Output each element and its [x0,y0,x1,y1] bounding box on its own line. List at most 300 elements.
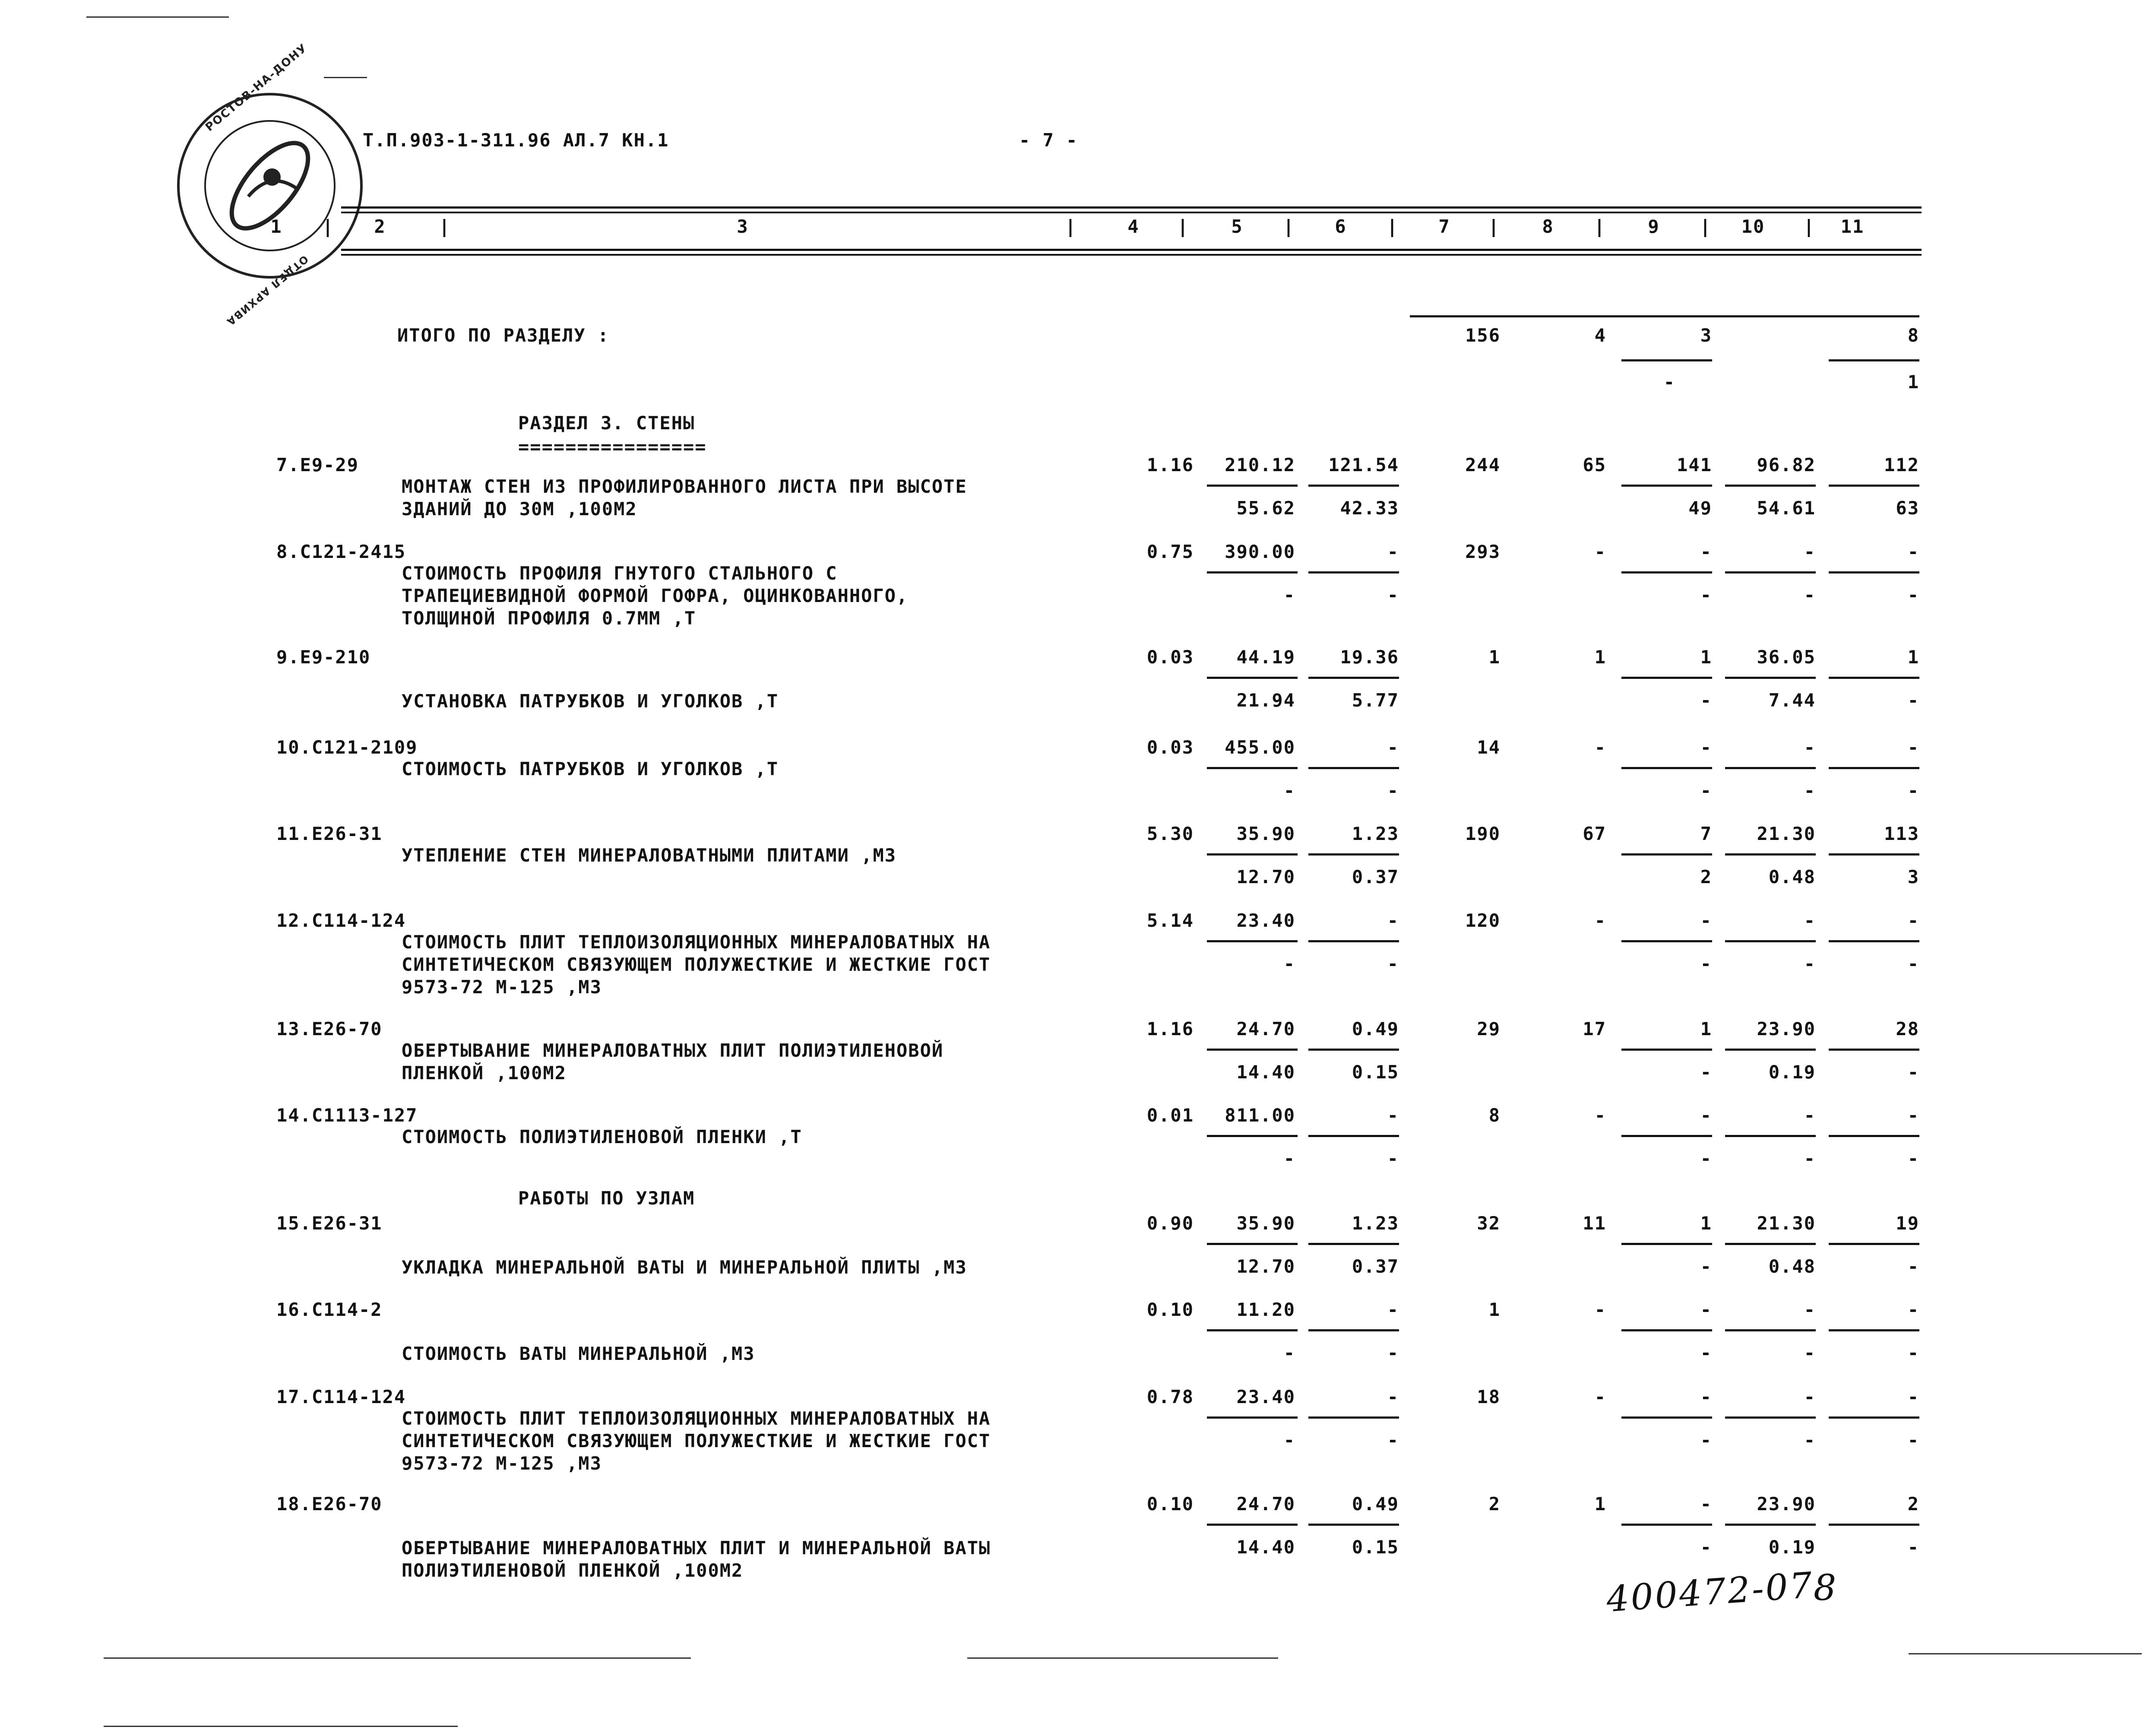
row-code: 14.С1113-127 [276,1105,418,1126]
fraction-bar [1308,853,1399,855]
row-description-line: СТОИМОСТЬ ПЛИТ ТЕПЛОИЗОЛЯЦИОННЫХ МИНЕРАЛОВАТНЫХ НА [402,932,991,953]
fraction-bar [1829,1135,1919,1137]
cell-c7: 32 [1477,1213,1501,1234]
row-description-line: УТЕПЛЕНИЕ СТЕН МИНЕРАЛОВАТНЫМИ ПЛИТАМИ ,М3 [402,845,897,866]
cell-c10b: 0.19 [1768,1061,1816,1083]
cell-c7: 14 [1477,737,1501,758]
column-separator: | [1177,216,1189,237]
fraction-bar [1207,1524,1298,1526]
scan-artifact-line [104,1726,458,1727]
cell-c6: 1.23 [1352,823,1399,844]
fraction-bar [1621,1524,1712,1526]
cell-c10b: - [1804,1148,1816,1169]
cell-c9: 1 [1700,646,1712,668]
cell-c5b: - [1283,953,1295,974]
cell-c6b: 0.15 [1352,1061,1399,1083]
fraction-bar [1725,571,1816,573]
column-header-6: 6 [1335,216,1347,237]
fraction-bar [1621,1329,1712,1331]
cell-c5b: 21.94 [1236,690,1295,711]
totals-col8: 4 [1594,325,1606,346]
cell-c5: 455.00 [1225,737,1295,758]
cell-c9: 7 [1700,823,1712,844]
document-code: Т.П.903-1-311.96 АЛ.7 КН.1 [363,130,669,151]
cell-c6: 1.23 [1352,1213,1399,1234]
header-rule-top-2 [341,212,1922,213]
cell-c11: 112 [1884,454,1919,475]
cell-c5: 23.40 [1236,1386,1295,1407]
fraction-bar [1725,485,1816,487]
cell-c6: - [1387,910,1399,931]
cell-c4: 5.14 [1146,910,1194,931]
cell-c6b: 5.77 [1352,690,1399,711]
cell-c5b: - [1283,780,1295,801]
cell-c10b: - [1804,780,1816,801]
cell-c11b: - [1907,1148,1919,1169]
cell-c5: 35.90 [1236,1213,1295,1234]
fraction-bar [1308,1049,1399,1051]
fraction-bar [1829,767,1919,769]
cell-c6: - [1387,1105,1399,1126]
column-separator: | [1065,216,1077,237]
column-header-4: 4 [1127,216,1140,237]
cell-c8: - [1594,1386,1606,1407]
cell-c8: - [1594,737,1606,758]
row-description-line: СТОИМОСТЬ ПОЛИЭТИЛЕНОВОЙ ПЛЕНКИ ,Т [402,1126,802,1147]
cell-c10: 36.05 [1757,646,1816,668]
row-description-line: ПЛЕНКОЙ ,100М2 [402,1062,567,1084]
cell-c5b: - [1283,1342,1295,1363]
cell-c9: - [1700,1386,1712,1407]
handwritten-sheet-number: 8 [1814,1568,1838,1609]
fraction-bar [1829,1524,1919,1526]
totals-rule [1410,315,1919,317]
cell-c8: 1 [1594,1493,1606,1515]
cell-c9b: - [1700,1537,1712,1558]
cell-c4: 1.16 [1146,1018,1194,1039]
cell-c11b: - [1907,584,1919,605]
cell-c4: 0.01 [1146,1105,1194,1126]
cell-c10: - [1804,1105,1816,1126]
fraction-bar [1207,485,1298,487]
cell-c11b: - [1907,1537,1919,1558]
column-separator: | [1594,216,1606,237]
cell-c11: 28 [1896,1018,1919,1039]
fraction-bar [1207,767,1298,769]
cell-c5b: 14.40 [1236,1061,1295,1083]
cell-c9b: - [1700,1148,1712,1169]
row-code: 9.Е9-210 [276,646,371,668]
cell-c11: - [1907,1105,1919,1126]
cell-c5: 210.12 [1225,454,1295,475]
cell-c5b: 12.70 [1236,866,1295,887]
fraction-bar [1308,485,1399,487]
cell-c11b: 3 [1907,866,1919,887]
row-description-line: ЗДАНИЙ ДО 30М ,100М2 [402,498,637,520]
cell-c7: 190 [1465,823,1501,844]
row-description-line: ОБЕРТЫВАНИЕ МИНЕРАЛОВАТНЫХ ПЛИТ ПОЛИЭТИЛЕНОВОЙ [402,1040,944,1061]
cell-c9: - [1700,1493,1712,1515]
row-code: 13.Е26-70 [276,1018,383,1039]
cell-c6b: 42.33 [1340,497,1399,519]
fraction-bar [1621,1243,1712,1245]
cell-c8: 11 [1583,1213,1606,1234]
fraction-bar [1207,1135,1298,1137]
svg-text:РОСТОВ-НА-ДОНУ: РОСТОВ-НА-ДОНУ [203,41,310,134]
cell-c11: - [1907,910,1919,931]
row-description-line: ОБЕРТЫВАНИЕ МИНЕРАЛОВАТНЫХ ПЛИТ И МИНЕРАЛЬНОЙ ВАТЫ [402,1537,991,1559]
row-code: 17.С114-124 [276,1386,406,1407]
cell-c10: - [1804,737,1816,758]
cell-c6: 19.36 [1340,646,1399,668]
column-separator: | [1283,216,1295,237]
fraction-bar [1829,853,1919,855]
row-code: 18.Е26-70 [276,1493,383,1515]
cell-c10: - [1804,910,1816,931]
handwritten-doc-number: 400472-07 [1605,1565,1815,1620]
row-description-line: УСТАНОВКА ПАТРУБКОВ И УГОЛКОВ ,Т [402,691,779,712]
cell-c11: - [1907,541,1919,562]
cell-c10b: - [1804,953,1816,974]
cell-c9: - [1700,910,1712,931]
cell-c6b: 0.37 [1352,866,1399,887]
cell-c8: - [1594,1105,1606,1126]
cell-c9b: - [1700,1342,1712,1363]
fraction-bar [1829,1049,1919,1051]
cell-c4: 1.16 [1146,454,1194,475]
cell-c10b: 7.44 [1768,690,1816,711]
totals-col11-lower: 1 [1907,371,1919,393]
cell-c9b: - [1700,1256,1712,1277]
cell-c6b: 0.15 [1352,1537,1399,1558]
totals-col9: 3 [1700,325,1712,346]
scan-artifact-line [324,77,367,78]
scan-artifact-line [86,16,229,18]
column-header-1: 1 [270,216,282,237]
section-title-underline: ================ [518,436,707,457]
fraction-bar [1621,940,1712,942]
fraction-bar [1308,1329,1399,1331]
cell-c5: 35.90 [1236,823,1295,844]
cell-c7: 29 [1477,1018,1501,1039]
fraction-bar [1621,359,1712,361]
cell-c11b: - [1907,1061,1919,1083]
fraction-bar [1308,767,1399,769]
cell-c9b: 2 [1700,866,1712,887]
cell-c10: - [1804,1299,1816,1320]
cell-c9b: - [1700,1429,1712,1451]
fraction-bar [1829,1243,1919,1245]
row-description-line: ТОЛЩИНОЙ ПРОФИЛЯ 0.7ММ ,Т [402,608,697,629]
cell-c7: 1 [1488,646,1501,668]
cell-c4: 0.90 [1146,1213,1194,1234]
cell-c4: 0.75 [1146,541,1194,562]
column-header-9: 9 [1648,216,1660,237]
row-code: 7.Е9-29 [276,454,359,475]
cell-c11: 2 [1907,1493,1919,1515]
fraction-bar [1829,677,1919,679]
column-separator: | [1700,216,1712,237]
fraction-bar [1621,677,1712,679]
row-code: 10.С121-2109 [276,737,418,758]
row-description-line: СТОИМОСТЬ ПАТРУБКОВ И УГОЛКОВ ,Т [402,758,779,779]
column-separator: | [439,216,451,237]
cell-c6b: - [1387,953,1399,974]
cell-c4: 5.30 [1146,823,1194,844]
fraction-bar [1829,1329,1919,1331]
cell-c5b: 55.62 [1236,497,1295,519]
fraction-bar [1308,1243,1399,1245]
subsection-title: РАБОТЫ ПО УЗЛАМ [518,1188,695,1209]
section-title: РАЗДЕЛ 3. СТЕНЫ [518,412,695,434]
cell-c8: 17 [1583,1018,1606,1039]
fraction-bar [1308,571,1399,573]
fraction-bar [1207,853,1298,855]
totals-col9-lower: - [1663,371,1675,393]
row-description-line: 9573-72 М-125 ,М3 [402,976,602,998]
fraction-bar [1829,359,1919,361]
cell-c11: 19 [1896,1213,1919,1234]
cell-c4: 0.78 [1146,1386,1194,1407]
fraction-bar [1621,767,1712,769]
cell-c6: - [1387,737,1399,758]
cell-c11: 113 [1884,823,1919,844]
cell-c6: 121.54 [1328,454,1399,475]
cell-c9: 1 [1700,1213,1712,1234]
cell-c10: 23.90 [1757,1018,1816,1039]
cell-c7: 120 [1465,910,1501,931]
cell-c6: 0.49 [1352,1018,1399,1039]
cell-c8: 65 [1583,454,1606,475]
fraction-bar [1725,940,1816,942]
cell-c6: 0.49 [1352,1493,1399,1515]
cell-c7: 244 [1465,454,1501,475]
header-rule-top [341,206,1922,209]
fraction-bar [1725,1243,1816,1245]
cell-c6: - [1387,1299,1399,1320]
scan-artifact-line [104,1657,691,1659]
row-description-line: ТРАПЕЦИЕВИДНОЙ ФОРМОЙ ГОФРА, ОЦИНКОВАННОГО, [402,585,909,606]
cell-c6b: - [1387,1429,1399,1451]
cell-c7: 8 [1488,1105,1501,1126]
cell-c11b: - [1907,1342,1919,1363]
cell-c10: 21.30 [1757,1213,1816,1234]
fraction-bar [1308,677,1399,679]
row-description-line: ПОЛИЭТИЛЕНОВОЙ ПЛЕНКОЙ ,100М2 [402,1560,744,1581]
cell-c6: - [1387,541,1399,562]
cell-c9b: - [1700,953,1712,974]
fraction-bar [1621,485,1712,487]
cell-c5: 44.19 [1236,646,1295,668]
cell-c4: 0.10 [1146,1299,1194,1320]
cell-c5b: 14.40 [1236,1537,1295,1558]
row-description-line: 9573-72 М-125 ,М3 [402,1453,602,1474]
cell-c11b: - [1907,1256,1919,1277]
fraction-bar [1207,940,1298,942]
fraction-bar [1207,571,1298,573]
cell-c8: 67 [1583,823,1606,844]
cell-c9: - [1700,1299,1712,1320]
cell-c5b: - [1283,1429,1295,1451]
fraction-bar [1207,1416,1298,1419]
fraction-bar [1308,940,1399,942]
column-header-7: 7 [1438,216,1450,237]
row-description-line: СИНТЕТИЧЕСКОМ СВЯЗУЮЩЕМ ПОЛУЖЕСТКИЕ И ЖЕСТКИЕ ГОСТ [402,954,991,975]
cell-c4: 0.10 [1146,1493,1194,1515]
cell-c9: 141 [1677,454,1712,475]
fraction-bar [1207,1329,1298,1331]
cell-c11: - [1907,1386,1919,1407]
cell-c4: 0.03 [1146,646,1194,668]
cell-c8: - [1594,541,1606,562]
column-header-3: 3 [737,216,749,237]
cell-c11b: - [1907,953,1919,974]
scan-artifact-line [967,1657,1278,1659]
column-header-5: 5 [1231,216,1243,237]
cell-c9b: - [1700,584,1712,605]
fraction-bar [1621,571,1712,573]
cell-c9b: - [1700,780,1712,801]
row-description-line: СТОИМОСТЬ ВАТЫ МИНЕРАЛЬНОЙ ,М3 [402,1343,755,1364]
cell-c9: - [1700,541,1712,562]
fraction-bar [1621,1049,1712,1051]
fraction-bar [1829,485,1919,487]
row-code: 16.С114-2 [276,1299,383,1320]
cell-c10b: - [1804,1342,1816,1363]
fraction-bar [1621,1135,1712,1137]
cell-c7: 1 [1488,1299,1501,1320]
row-description-line: МОНТАЖ СТЕН ИЗ ПРОФИЛИРОВАННОГО ЛИСТА ПРИ ВЫСОТЕ [402,476,967,497]
cell-c9b: - [1700,690,1712,711]
cell-c11: - [1907,1299,1919,1320]
cell-c6b: - [1387,1148,1399,1169]
cell-c10b: - [1804,584,1816,605]
fraction-bar [1725,1524,1816,1526]
cell-c10b: 54.61 [1757,497,1816,519]
cell-c9b: - [1700,1061,1712,1083]
cell-c11b: - [1907,690,1919,711]
cell-c11: 1 [1907,646,1919,668]
cell-c4: 0.03 [1146,737,1194,758]
cell-c8: - [1594,1299,1606,1320]
row-description-line: СИНТЕТИЧЕСКОМ СВЯЗУЮЩЕМ ПОЛУЖЕСТКИЕ И ЖЕСТКИЕ ГОСТ [402,1430,991,1451]
fraction-bar [1725,677,1816,679]
totals-col11: 8 [1907,325,1919,346]
cell-c10b: 0.48 [1768,866,1816,887]
cell-c6b: 0.37 [1352,1256,1399,1277]
cell-c5b: - [1283,584,1295,605]
column-header-2: 2 [374,216,386,237]
cell-c7: 2 [1488,1493,1501,1515]
cell-c11b: - [1907,1429,1919,1451]
header-rule-bottom [341,249,1922,251]
row-code: 11.Е26-31 [276,823,383,844]
fraction-bar [1308,1416,1399,1419]
totals-label: ИТОГО ПО РАЗДЕЛУ : [397,325,610,346]
fraction-bar [1308,1524,1399,1526]
fraction-bar [1725,1135,1816,1137]
fraction-bar [1308,1135,1399,1137]
cell-c5: 390.00 [1225,541,1295,562]
fraction-bar [1621,1416,1712,1419]
cell-c6: - [1387,1386,1399,1407]
cell-c6b: - [1387,584,1399,605]
fraction-bar [1829,571,1919,573]
page-number: - 7 - [1019,130,1078,151]
archive-stamp [175,41,365,329]
cell-c10: 21.30 [1757,823,1816,844]
row-code: 15.Е26-31 [276,1213,383,1234]
cell-c8: 1 [1594,646,1606,668]
cell-c11: - [1907,737,1919,758]
cell-c5: 24.70 [1236,1493,1295,1515]
column-header-11: 11 [1840,216,1865,237]
column-separator: | [1488,216,1500,237]
cell-c5: 11.20 [1236,1299,1295,1320]
cell-c6b: - [1387,780,1399,801]
column-separator: | [1803,216,1815,237]
cell-c5b: - [1283,1148,1295,1169]
cell-c9: - [1700,1105,1712,1126]
column-header-8: 8 [1542,216,1554,237]
column-header-10: 10 [1741,216,1765,237]
cell-c5: 24.70 [1236,1018,1295,1039]
cell-c10: - [1804,541,1816,562]
cell-c7: 293 [1465,541,1501,562]
column-separator: | [1387,216,1399,237]
fraction-bar [1725,853,1816,855]
fraction-bar [1621,853,1712,855]
row-description-line: СТОИМОСТЬ ПРОФИЛЯ ГНУТОГО СТАЛЬНОГО С [402,563,838,584]
svg-text:ОТДЕЛ АРХИВА: ОТДЕЛ АРХИВА [224,253,311,329]
fraction-bar [1829,940,1919,942]
cell-c6b: - [1387,1342,1399,1363]
cell-c9: 1 [1700,1018,1712,1039]
fraction-bar [1725,767,1816,769]
cell-c7: 18 [1477,1386,1501,1407]
fraction-bar [1725,1329,1816,1331]
cell-c10b: - [1804,1429,1816,1451]
cell-c8: - [1594,910,1606,931]
fraction-bar [1207,1049,1298,1051]
cell-c10b: 0.48 [1768,1256,1816,1277]
totals-col7: 156 [1465,325,1501,346]
fraction-bar [1207,1243,1298,1245]
cell-c5: 811.00 [1225,1105,1295,1126]
row-code: 8.С121-2415 [276,541,406,562]
fraction-bar [1829,1416,1919,1419]
column-separator: | [322,216,334,237]
cell-c10b: 0.19 [1768,1537,1816,1558]
cell-c9b: 49 [1688,497,1712,519]
cell-c5: 23.40 [1236,910,1295,931]
fraction-bar [1725,1049,1816,1051]
cell-c9: - [1700,737,1712,758]
fraction-bar [1207,677,1298,679]
row-description-line: УКЛАДКА МИНЕРАЛЬНОЙ ВАТЫ И МИНЕРАЛЬНОЙ ПЛИТЫ ,М3 [402,1257,967,1278]
cell-c11b: - [1907,780,1919,801]
scan-artifact-line [1909,1653,2142,1654]
cell-c10: - [1804,1386,1816,1407]
cell-c10: 23.90 [1757,1493,1816,1515]
header-rule-bottom-2 [341,254,1922,256]
cell-c10: 96.82 [1757,454,1816,475]
cell-c5b: 12.70 [1236,1256,1295,1277]
cell-c11b: 63 [1896,497,1919,519]
row-description-line: СТОИМОСТЬ ПЛИТ ТЕПЛОИЗОЛЯЦИОННЫХ МИНЕРАЛОВАТНЫХ НА [402,1408,991,1429]
fraction-bar [1725,1416,1816,1419]
row-code: 12.С114-124 [276,910,406,931]
